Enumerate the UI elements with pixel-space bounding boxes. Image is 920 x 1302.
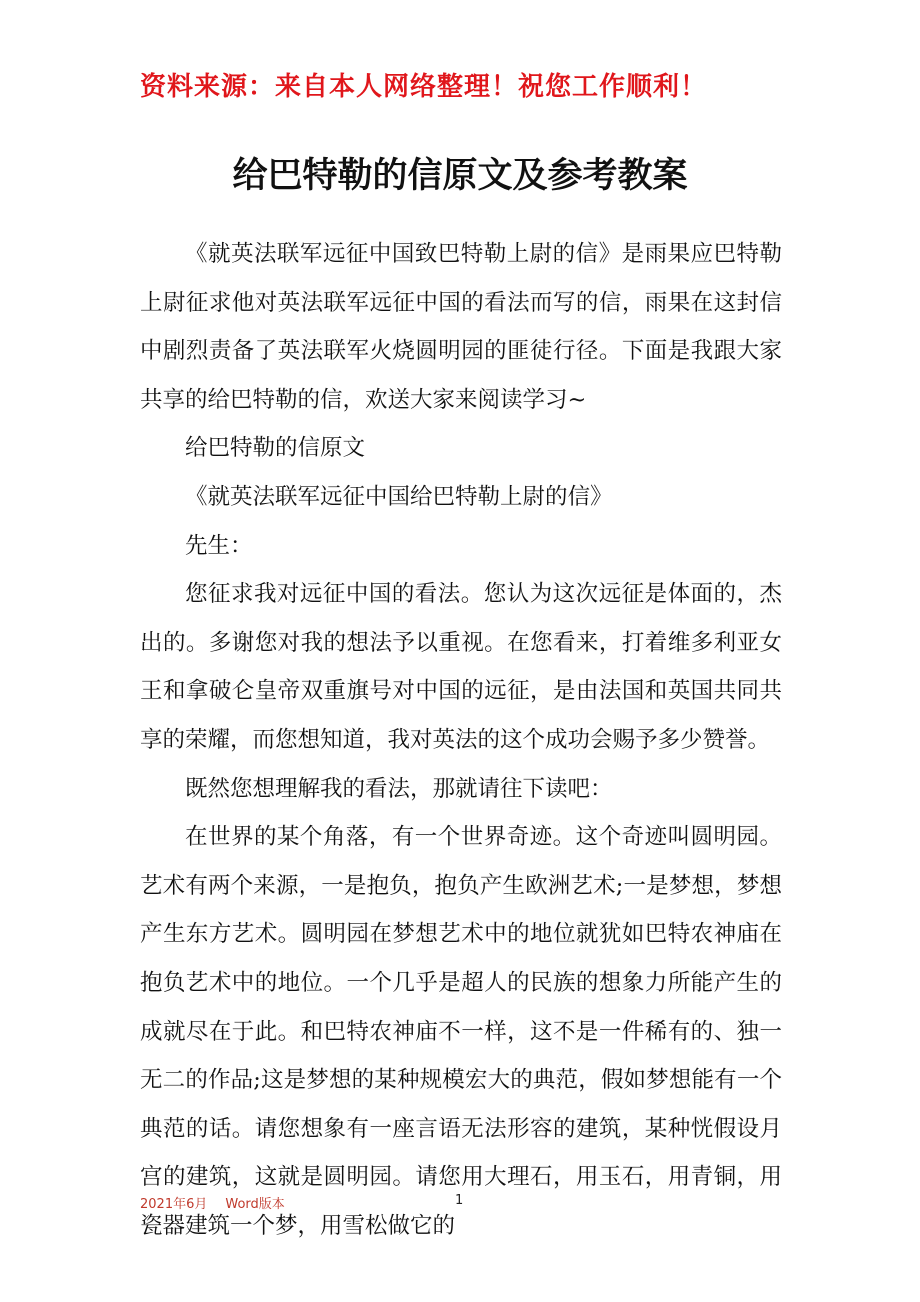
document-body: [140, 230, 782, 1250]
paragraph-body-1: 您征求我对远征中国的看法。您认为这次远征是体面的，杰出的。多谢您对我的想法予以重视。在您看来，打着维多利亚女王和拿破仑皇帝双重旗号对中国的远征，是由法国和英国共同共享的荣耀，而您想知道，我对英法的这个成功会赐予多少赞誉。: [140, 581, 782, 753]
footer-date: 2021年6月: [140, 1197, 208, 1212]
page-number: 1: [455, 1193, 464, 1208]
paragraph-section-heading: 给巴特勒的信原文: [185, 435, 366, 462]
paragraph-salutation: 先生：: [185, 532, 253, 559]
paragraph-letter-title: 《就英法联军远征中国给巴特勒上尉的信》: [185, 483, 613, 510]
paragraph-intro: 《就英法联军远征中国致巴特勒上尉的信》是雨果应巴特勒上尉征求他对英法联军远征中国的看法而写的信，雨果在这封信中剧烈责备了英法联军火烧圆明园的匪徒行径。下面是我跟大家共享的给巴特勒的信，欢送大家来阅读学习~: [140, 241, 782, 413]
footer-info: [140, 1193, 285, 1212]
paragraph-body-2: 既然您想理解我的看法，那就请往下读吧：: [185, 775, 613, 802]
source-banner: 资料来源：来自本人网络整理！祝您工作顺利！: [140, 72, 708, 102]
paragraph-body-3: 在世界的某个角落，有一个世界奇迹。这个奇迹叫圆明园。艺术有两个来源，一是抱负，抱负产生欧洲艺术;一是梦想，梦想产生东方艺术。圆明园在梦想艺术中的地位就犹如巴特农神庙在抱负艺术中的地位。一个几乎是超人的民族的想象力所能产生的成就尽在于此。和巴特农神庙不一样，这不是一件稀有的、独一无二的作品;这是梦想的某种规模宏大的典范，假如梦想能有一个典范的话。请您想象有一座言语无法形容的建筑，某种恍假设月宫的建筑，这就是圆明园。请您用大理石，用玉石，用青铜，用瓷器建筑一个梦，用雪松做它的: [140, 824, 782, 1239]
document-title: 给巴特勒的信原文及参考教案: [232, 156, 688, 196]
footer-version: Word版本: [225, 1197, 285, 1212]
